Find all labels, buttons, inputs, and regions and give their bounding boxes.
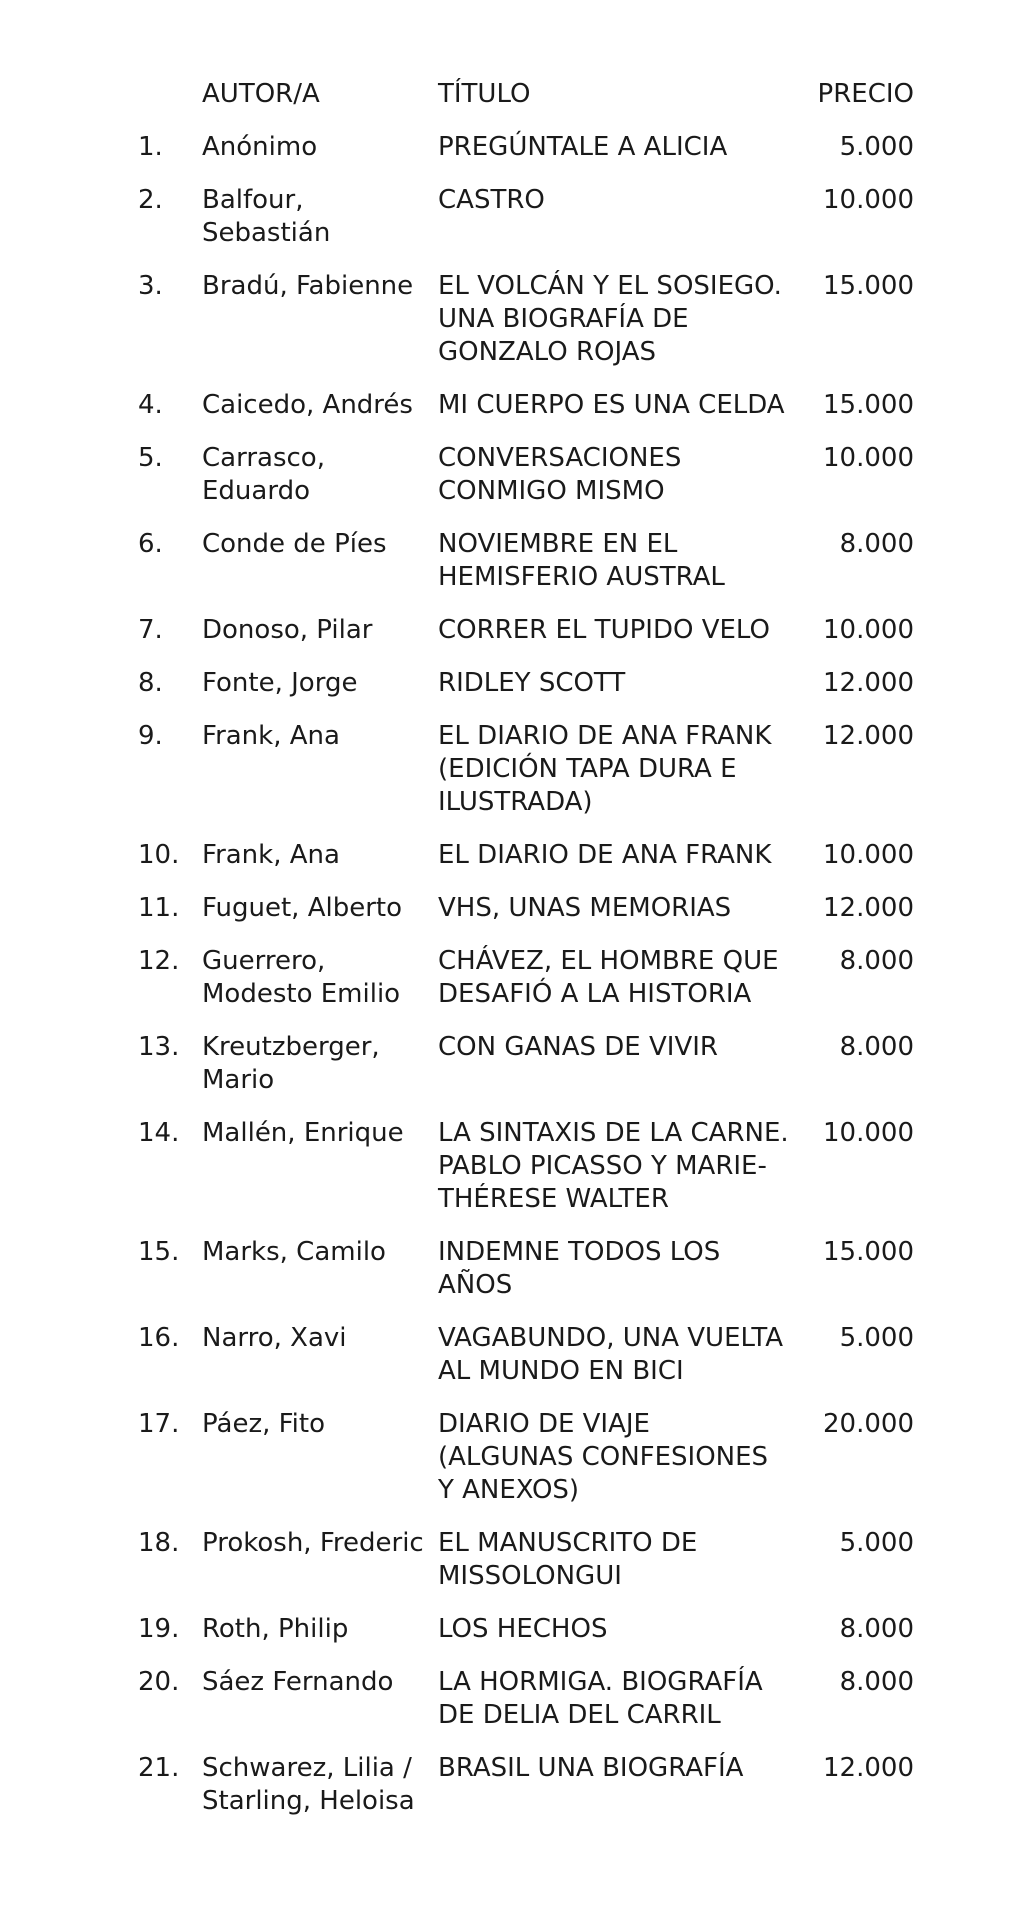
- row-number: 19.: [138, 1614, 180, 1644]
- table-row: [138, 389, 914, 442]
- price-cell: 15.000: [823, 271, 914, 301]
- author-cell: Caicedo, Andrés: [202, 390, 413, 420]
- row-number: 18.: [138, 1528, 180, 1558]
- title-cell: PREGÚNTALE A ALICIA: [438, 132, 728, 162]
- row-number: 1.: [138, 132, 163, 162]
- title-column-header: TÍTULO: [438, 79, 531, 109]
- author-cell: Donoso, Pilar: [202, 615, 373, 645]
- row-number: 2.: [138, 185, 163, 215]
- row-number: 3.: [138, 271, 163, 301]
- title-cell: BRASIL UNA BIOGRAFÍA: [438, 1753, 744, 1783]
- price-cell: 15.000: [823, 390, 914, 420]
- author-cell: Mallén, Enrique: [202, 1118, 404, 1148]
- table-row: [138, 1666, 914, 1752]
- table-row: [138, 1752, 914, 1838]
- row-number: 7.: [138, 615, 163, 645]
- table-body: [138, 131, 914, 1838]
- table-row: [138, 1322, 914, 1408]
- title-cell: INDEMNE TODOS LOS AÑOS: [438, 1237, 721, 1300]
- price-cell: 20.000: [823, 1409, 914, 1439]
- author-cell: Prokosh, Frederic: [202, 1528, 424, 1558]
- author-cell: Carrasco, Eduardo: [202, 443, 325, 506]
- title-cell: EL DIARIO DE ANA FRANK (EDICIÓN TAPA DURA E ILUSTRADA): [438, 721, 772, 817]
- price-cell: 10.000: [823, 443, 914, 473]
- author-cell: Anónimo: [202, 132, 318, 162]
- table-row: [138, 667, 914, 720]
- number-column-header: [138, 78, 202, 131]
- title-cell: VAGABUNDO, UNA VUELTA AL MUNDO EN BICI: [438, 1323, 784, 1386]
- author-cell: Fonte, Jorge: [202, 668, 358, 698]
- price-cell: 10.000: [823, 1118, 914, 1148]
- table-row: [138, 1117, 914, 1236]
- author-cell: Kreutzberger, Mario: [202, 1032, 380, 1095]
- row-number: 6.: [138, 529, 163, 559]
- row-number: 16.: [138, 1323, 180, 1353]
- title-cell: LA SINTAXIS DE LA CARNE. PABLO PICASSO Y MARIE-THÉRESE WALTER: [438, 1118, 789, 1214]
- row-number: 10.: [138, 840, 180, 870]
- price-cell: 5.000: [839, 1323, 914, 1353]
- row-number: 21.: [138, 1753, 180, 1783]
- table-row: [138, 184, 914, 270]
- table-row: [138, 839, 914, 892]
- table-row: [138, 1031, 914, 1117]
- title-cell: CON GANAS DE VIVIR: [438, 1032, 718, 1062]
- author-cell: Marks, Camilo: [202, 1237, 386, 1267]
- author-column-header: AUTOR/A: [202, 79, 320, 109]
- price-cell: 5.000: [839, 132, 914, 162]
- author-cell: Fuguet, Alberto: [202, 893, 403, 923]
- row-number: 15.: [138, 1237, 180, 1267]
- price-cell: 8.000: [839, 1032, 914, 1062]
- price-cell: 8.000: [839, 529, 914, 559]
- row-number: 14.: [138, 1118, 180, 1148]
- title-cell: VHS, UNAS MEMORIAS: [438, 893, 732, 923]
- price-cell: 8.000: [839, 1667, 914, 1697]
- row-number: 5.: [138, 443, 163, 473]
- table-row: [138, 442, 914, 528]
- title-cell: LA HORMIGA. BIOGRAFÍA DE DELIA DEL CARRIL: [438, 1667, 763, 1730]
- price-cell: 8.000: [839, 946, 914, 976]
- title-cell: CONVERSACIONES CONMIGO MISMO: [438, 443, 682, 506]
- title-cell: EL DIARIO DE ANA FRANK: [438, 840, 772, 870]
- table-header: [138, 78, 914, 131]
- row-number: 8.: [138, 668, 163, 698]
- price-cell: 8.000: [839, 1614, 914, 1644]
- price-cell: 12.000: [823, 668, 914, 698]
- table-row: [138, 945, 914, 1031]
- price-column-header: PRECIO: [817, 79, 914, 109]
- table-row: [138, 1613, 914, 1666]
- title-cell: RIDLEY SCOTT: [438, 668, 626, 698]
- title-cell: DIARIO DE VIAJE (ALGUNAS CONFESIONES Y ANEXOS): [438, 1409, 769, 1505]
- title-cell: EL MANUSCRITO DE MISSOLONGUI: [438, 1528, 698, 1591]
- author-cell: Guerrero, Modesto Emilio: [202, 946, 401, 1009]
- author-cell: Frank, Ana: [202, 721, 340, 751]
- row-number: 12.: [138, 946, 180, 976]
- row-number: 20.: [138, 1667, 180, 1697]
- author-cell: Sáez Fernando: [202, 1667, 394, 1697]
- price-cell: 10.000: [823, 840, 914, 870]
- author-cell: Roth, Philip: [202, 1614, 349, 1644]
- book-price-table: [138, 78, 914, 1838]
- table-row: [138, 270, 914, 389]
- table-row: [138, 892, 914, 945]
- title-cell: CHÁVEZ, EL HOMBRE QUE DESAFIÓ A LA HISTORIA: [438, 946, 779, 1009]
- author-cell: Frank, Ana: [202, 840, 340, 870]
- price-cell: 12.000: [823, 1753, 914, 1783]
- price-cell: 15.000: [823, 1237, 914, 1267]
- table-row: [138, 528, 914, 614]
- price-cell: 12.000: [823, 721, 914, 751]
- author-cell: Bradú, Fabienne: [202, 271, 414, 301]
- price-cell: 10.000: [823, 615, 914, 645]
- title-cell: EL VOLCÁN Y EL SOSIEGO. UNA BIOGRAFÍA DE GONZALO ROJAS: [438, 271, 782, 367]
- title-cell: NOVIEMBRE EN EL HEMISFERIO AUSTRAL: [438, 529, 725, 592]
- author-cell: Narro, Xavi: [202, 1323, 347, 1353]
- title-cell: CASTRO: [438, 185, 545, 215]
- table-row: [138, 614, 914, 667]
- title-cell: LOS HECHOS: [438, 1614, 608, 1644]
- table-row: [138, 1527, 914, 1613]
- header-row: [138, 78, 914, 131]
- title-cell: CORRER EL TUPIDO VELO: [438, 615, 770, 645]
- price-cell: 12.000: [823, 893, 914, 923]
- price-cell: 10.000: [823, 185, 914, 215]
- row-number: 9.: [138, 721, 163, 751]
- table-row: [138, 1408, 914, 1527]
- table-row: [138, 131, 914, 184]
- price-cell: 5.000: [839, 1528, 914, 1558]
- row-number: 13.: [138, 1032, 180, 1062]
- author-cell: Páez, Fito: [202, 1409, 326, 1439]
- row-number: 4.: [138, 390, 163, 420]
- table-row: [138, 1236, 914, 1322]
- author-cell: Conde de Píes: [202, 529, 387, 559]
- title-cell: MI CUERPO ES UNA CELDA: [438, 390, 785, 420]
- author-cell: Schwarez, Lilia / Starling, Heloisa: [202, 1753, 415, 1816]
- row-number: 11.: [138, 893, 180, 923]
- table-row: [138, 720, 914, 839]
- row-number: 17.: [138, 1409, 180, 1439]
- author-cell: Balfour, Sebastián: [202, 185, 331, 248]
